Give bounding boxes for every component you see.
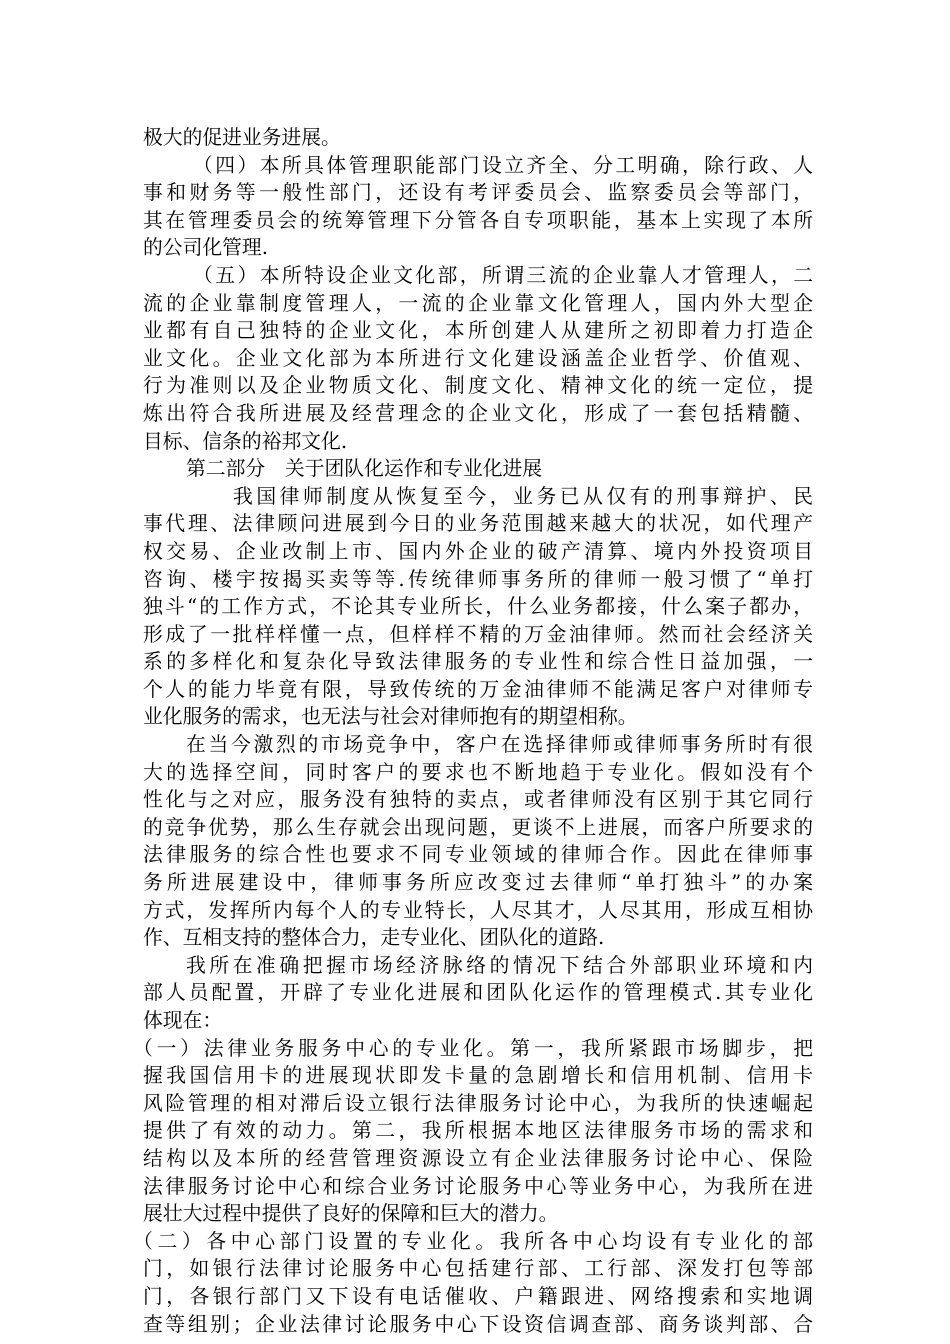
text-line: 业化服务的需求，也无法与社会对律师抱有的期望相称。	[143, 705, 638, 729]
text-line: 法律服务讨论中心和综合业务讨论服务中心等业务中心，为我所在进	[143, 1174, 813, 1198]
text-line: 法律服务的综合性也要求不同专业领域的律师合作。因此在律师事	[143, 843, 813, 867]
text-line: （一）法律业务服务中心的专业化。第一，我所紧跟市场脚步，把	[133, 1036, 813, 1060]
text-line: 大的选择空间，同时客户的要求也不断地趋于专业化。假如没有个	[143, 760, 813, 784]
text-line: 查等组别；企业法律讨论服务中心下设资信调查部、商务谈判部、合	[143, 1312, 813, 1336]
text-line: 目标、信条的裕邦文化.	[143, 429, 348, 453]
text-line: 的公司化管理.	[143, 236, 268, 260]
text-line: 性化与之对应，服务没有独特的卖点，或者律师没有区别于其它同行	[143, 788, 813, 812]
text-line: 事和财务等一般性部门，还设有考评委员会、监察委员会等部门，	[143, 181, 813, 205]
text-line: 个人的能力毕竟有限，导致传统的万金油律师不能满足客户对律师专	[143, 677, 813, 701]
text-line: 在当今激烈的市场竞争中，客户在选择律师或律师事务所时有很	[186, 733, 813, 757]
text-line: 务所进展建设中，律师事务所应改变过去律师“单打独斗”的办案	[143, 871, 813, 895]
text-line: （四）本所具体管理职能部门设立齐全、分工明确，除行政、人	[193, 153, 813, 177]
text-line: 业文化。企业文化部为本所进行文化建设涵盖企业哲学、价值观、	[143, 346, 813, 370]
text-line: 作、互相支持的整体合力，走专业化、团队化的道路.	[143, 926, 605, 950]
text-line: 结构以及本所的经营管理资源设立有企业法律服务讨论中心、保险	[143, 1146, 813, 1170]
text-line: 展壮大过程中提供了良好的保障和巨大的潜力。	[143, 1202, 559, 1226]
text-line: 提供了有效的动力。第二，我所根据本地区法律服务市场的需求和	[143, 1119, 813, 1143]
text-line: 的竞争优势，那么生存就会出现问题，更谈不上进展，而客户所要求的	[143, 815, 813, 839]
text-line: 门，各银行部门又下设有电话催收、户籍跟进、网络搜索和实地调	[143, 1284, 813, 1308]
text-line: 体现在：	[143, 1009, 223, 1032]
text-line: 握我国信用卡的进展现状即发卡量的急剧增长和信用机制、信用卡	[143, 1064, 813, 1088]
text-line: 流的企业靠制度管理人，一流的企业靠文化管理人，国内外大型企	[143, 291, 813, 315]
text-line: 行为准则以及企业物质文化、制度文化、精神文化的统一定位，提	[143, 374, 813, 398]
text-line: 我所在准确把握市场经济脉络的情况下结合外部职业环境和内	[186, 953, 813, 977]
text-line: 门，如银行法律讨论服务中心包括建行部、工行部、深发打包等部	[143, 1257, 813, 1281]
text-line: （二）各中心部门设置的专业化。我所各中心均设有专业化的部	[133, 1229, 813, 1253]
text-line: 事代理、法律顾问进展到今日的业务范围越来越大的状况，如代理产	[143, 512, 813, 536]
text-line: （五）本所特设企业文化部，所谓三流的企业靠人才管理人，二	[193, 263, 813, 287]
text-line: 系的多样化和复杂化导致法律服务的专业性和综合性日益加强，一	[143, 650, 813, 674]
text-line: 我国律师制度从恢复至今，业务已从仅有的刑事辩护、民	[233, 484, 813, 508]
text-line: 炼出符合我所进展及经营理念的企业文化，形成了一套包括精髓、	[143, 401, 813, 425]
text-line: 极大的促进业务进展。	[143, 126, 341, 149]
text-line: 方式，发挥所内每个人的专业特长，人尽其才，人尽其用，形成互相协	[143, 898, 813, 922]
text-line: 权交易、企业改制上市、国内外企业的破产清算、境内外投资项目	[143, 539, 813, 563]
text-line: 咨询、楼宇按揭买卖等等.传统律师事务所的律师一般习惯了“单打	[143, 567, 813, 591]
text-line: 其在管理委员会的统筹管理下分管各自专项职能，基本上实现了本所	[143, 208, 813, 232]
text-line: 部人员配置，开辟了专业化进展和团队化运作的管理模式.其专业化	[143, 981, 813, 1005]
text-line: 第二部分 关于团队化运作和专业化进展	[186, 457, 543, 481]
text-line: 风险管理的相对滞后设立银行法律服务讨论中心，为我所的快速崛起	[143, 1091, 813, 1115]
text-line: 独斗“的工作方式，不论其专业所长，什么业务都接，什么案子都办，	[143, 595, 813, 619]
document-body	[133, 124, 813, 1338]
text-line: 形成了一批样样懂一点，但样样不精的万金油律师。然而社会经济关	[143, 622, 813, 646]
text-line: 业都有自己独特的企业文化，本所创建人从建所之初即着力打造企	[143, 319, 813, 343]
